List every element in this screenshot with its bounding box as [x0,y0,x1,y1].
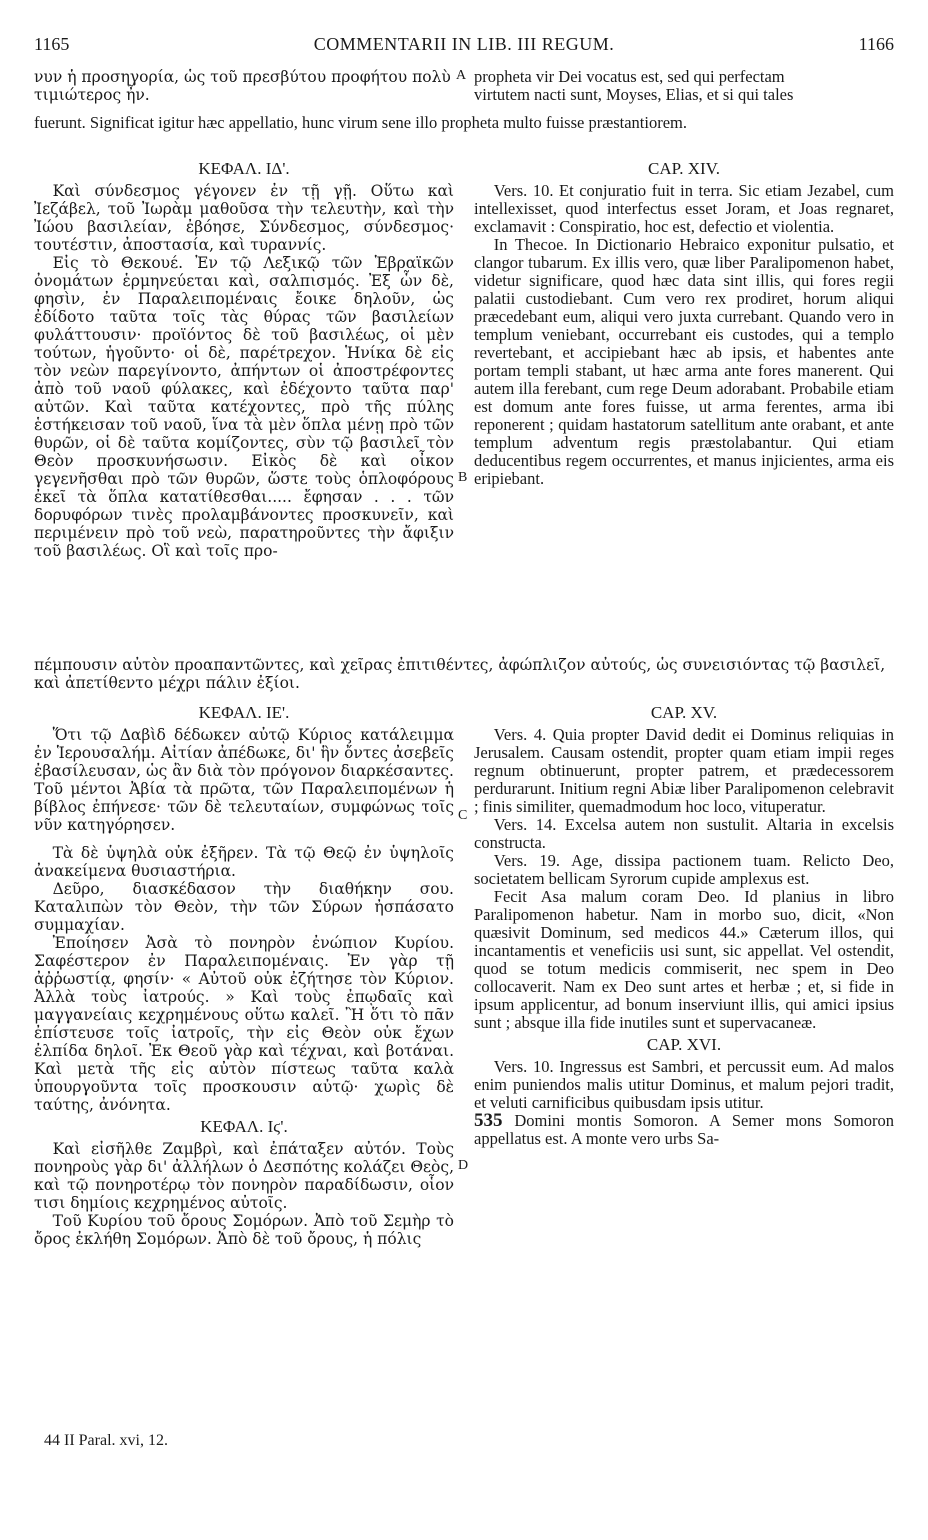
greek-paragraph-14a: Καὶ σύνδεσμος γέγονεν ἐν τῇ γῇ. Οὕτω καὶ Ἰεζάβελ, τοῦ Ἰωρὰμ μαθοῦσα τὴν τελευτὴν, καὶ τὴν Ἰώου βασιλείαν, ἐβόησε, Σύνδεσμος, σύνδεσμος· τουτέστιν, ἀποστασία, καὶ τυραννίς. [34,182,454,254]
latin-paragraph-14a: Vers. 10. Et conjuratio fuit in terra. Sic etiam Jezabel, cum intellexisset, quod interfectus esset Joram, et Joas regnaret, exclamavit : Conspiratio, hoc est, defectio et violentia. [474,181,894,236]
latin-paragraph-16b-text: Domini montis Somoron. A Semer mons Somoron appellatus est. A monte vero urbs Sa- [474,1111,894,1148]
latin-paragraph-15d: Fecit Asa malum coram Deo. Id planius in libro Paralipomenon habetur. Nam in morbo suo, dicit, «Non quæsivit Dominum, sed medicos 44.» Cæterum illos, qui incantamentis et veneficiis usi sunt, sic appellat. Vel ostendit, quod se totum medicis commiserit, nec spem in Deo collocaverit. Nam ex Deo sunt artes et herbæ ; et, si fide in ipsum applicentur, ad bonum inserviunt illis, qui amici ipsius sunt ; absque illa fide inutiles sunt et supervacaneæ. [474,887,894,1032]
latin-top [474,68,894,104]
latin-heading-14: CAP. XIV. [648,159,720,178]
margin-marker-b: B [458,470,468,485]
page-number-left: 1165 [34,34,70,54]
latin-column-lower [474,700,894,1148]
greek-heading-16: ΚΕΦΑΛ. Ιϛ'. [200,1117,288,1136]
running-header [34,34,894,60]
margin-marker-d: D [458,1158,469,1173]
running-title: COMMENTARII IN LIB. III REGUM. [313,34,615,54]
column-number: 535 [474,1110,503,1131]
greek-paragraph-15b: Τὰ δὲ ὑψηλὰ οὐκ ἐξῆρεν. Τὰ τῷ Θεῷ ἐν ὑψηλοῖς ἀνακείμενα θυσιαστήρια. [34,844,454,880]
latin-top-line1: propheta vir Dei vocatus est, sed qui perfectam [474,67,785,86]
latin-paragraph-16b [474,1112,894,1148]
greek-heading-14: ΚΕΦΑΛ. ΙΔ'. [198,159,290,178]
greek-top [34,68,454,104]
greek-paragraph-15a: Ὅτι τῷ Δαβὶδ δέδωκεν αὐτῷ Κύριος κατάλειμμα ἐν Ἱερουσαλήμ. Αἰτίαν ἀπέδωκε, δι' ἣν ὄντες ἀσεβεῖς ἐβασίλευσαν, ὡς ἂν διὰ τὸν πρόγονον διαρκέσαντες. Τοῦ μέντοι Ἀβία τὰ πρῶτα, τῶν Παραλειπομένων ἡ βίβλος ἐπήνεσε· τῶν δὲ τελευταίων, συμφώνως τοῖς νῦν κατηγόρησεν. [34,726,454,834]
full-width-span: πέμπουσιν αὐτὸν προαπαντῶντες, καὶ χεῖρας ἐπιτιθέντες, ἀφώπλιζον αὐτούς, ὡς συνεισιόντας τῷ βασιλεῖ, καὶ ἀπετίθεντο μέχρι πάλιν ἐξίοι. [34,656,886,692]
latin-top-line2: virtutem nacti sunt, Moyses, Elias, et si qui tales [474,85,794,104]
latin-paragraph-15c: Vers. 19. Age, dissipa pactionem tuam. Relicto Deo, societatem bellicam Syrorum cupide amplexus est. [474,851,894,888]
greek-column-upper [34,156,454,560]
greek-paragraph-15d: Ἐποίησεν Ἀσὰ τὸ πονηρὸν ἐνώπιον Κυρίου. Σαφέστερον ἐν Παραλειπομέναις. Ἐν γὰρ τῇ ἀῤῥωστίᾳ, φησίν· « Αὐτοῦ οὐκ ἐζήτησε τὸν Κύριον. Ἀλλὰ τοὺς ἰατρούς. » Καὶ τοὺς ἐπῳδαῖς καὶ μαγγανείαις κεχρημένους οὕτω καλεῖ. Ἢ ὅτι τὸ πᾶν ἐπίστευσε τοῖς ἰατροῖς, τὴν εἰς Θεὸν οὐκ ἔχων ἐλπίδα δηλοῖ. Ἐκ Θεοῦ γὰρ καὶ τέχναι, καὶ βοτάναι. Καὶ μετὰ τῆς εἰς αὐτὸν πίστεως ταῦτα καλὰ ὑπουργοῦντα τοῖς προσκουσιν αὐτῷ· χωρὶς δὲ ταύτης, ἀνόνητα. [34,934,454,1114]
page-number-right: 1166 [858,34,894,54]
margin-marker-a: A [456,68,467,83]
latin-paragraph-14b: In Thecoe. In Dictionario Hebraico exponitur pulsatio, et clangor tubarum. Ex illis vero, quæ liber Paralipomenon habet, videtur significare, quod hæc data sint illis, qui fores regii palatii custodiebant. Cum vero rex prodiret, horum aliqui præcedebant eum, aliqui vero juxta currebant. Quando vero in templum veniebant, occurrebant eis custodes, qui a templo revertebant, et accipiebant hæc ab ipsis, et habentes ante portam templi stabant, ut hæc arma ante fores manerent. Qui autem illa ferebant, cum rege Deum adorabant. Probabile etiam est domum ante fores fuisse, ut arma ferentes, arma ibi reponerent ; quidam hastatorum satellitum ante orabant, et ante templum adventum regis præstolabantur. Qui etiam deducentibus regem occurrentes, et manus injicientes, arma eis eripiebant. [474,235,894,488]
latin-column-upper [474,156,894,488]
margin-marker-c: C [458,808,468,823]
greek-top-line2: τιμιώτερος ἦν. [34,86,150,104]
latin-heading-16: CAP. XVI. [646,1035,722,1054]
greek-heading-15: ΚΕΦΑΛ. ΙΕ'. [198,703,290,722]
latin-paragraph-15b: Vers. 14. Excelsa autem non sustulit. Altaria in excelsis constructa. [474,815,894,852]
latin-paragraph-16a: Vers. 10. Ingressus est Sambri, et percussit eum. Ad malos enim puniendos malis utitur Dominus, et malum pejori tradit, et veluti carnificibus quibusdam ipsis utitur. [474,1057,894,1112]
greek-top-line1: νυν ἡ προσηγορία, ὡς τοῦ πρεσβύτου προφήτου πολὺ [34,68,451,86]
greek-paragraph-14b: Εἰς τὸ Θεκουέ. Ἐν τῷ Λεξικῷ τῶν Ἑβραϊκῶν ὀνομάτων ἑρμηνεύεται καὶ, σαλπισμός. Ἐξ ὧν δὲ, φησὶν, ἐν Παραλειπομέναις ἔοικε δηλοῦν, ὡς ἐδίδοτο ταῦτα τοῖς τὰς θύρας τῶν βασιλείων φυλάττουσιν· προϊόντος δὲ τοῦ βασιλέως, οἱ μὲν τούτων, ἡγοῦντο· οἱ δὲ, παρέτρεχον. Ἡνίκα δὲ εἰς τὸν νεὼν παρεγίνοντο, ἀπήντων οἱ ἀποστρέφοντες ἀπὸ τοῦ ναοῦ φύλακες, καὶ ἐδέχοντο ταῦτα παρ' αὐτῶν. Καὶ ταῦτα κατέχοντες, πρὸ τῆς πύλης ἑστήκεισαν τοῦ ναοῦ, ἵνα τὰ μὲν ὅπλα μένῃ πρὸ τῶν θυρῶν, οἱ δὲ ταῦτα κομίζοντες, σὺν τῷ βασιλεῖ τὸν Θεὸν προσκυνήσωσιν. Εἰκὸς δὲ καὶ οἶκον γεγενῆσθαι πρὸ τῶν θυρῶν, ὥστε τοὺς ὁπλοφόρους ἐκεῖ τὰ ὅπλα κατατίθεσθαι..... ἔφησαν . . . τῶν δορυφόρων τινὲς προλαμβάνοντες προσκυνεῖν, καὶ περιμένειν πρὸ τοῦ νεὼ, παρατηροῦντες τὴν ἄφιξιν τοῦ βασιλέως. Οἳ καὶ τοῖς προ- [34,254,454,560]
greek-column-lower [34,700,454,1248]
latin-paragraph-15a: Vers. 4. Quia propter David dedit ei Dominus reliquias in Jerusalem. Causam ostendit, propter quam etiam impii reges regnum obtinuerunt, propter patrem, et prædecessorem perdurarunt. Initium regni Abiæ liber Paralipomenon celebravit ; finis similiter, quemadmodum hoc loco, vituperatur. [474,725,894,816]
greek-paragraph-16a: Καὶ εἰσῆλθε Ζαμβρὶ, καὶ ἐπάταξεν αὐτόν. Τοὺς πονηροὺς γὰρ δι' ἀλλήλων ὁ Δεσπότης κολάζει Θεὸς, καὶ τῷ πονηροτέρῳ τὸν πονηρὸν παραδίδωσιν, οἷον τισι δημίοις κεχρημένος αὐτοῖς. [34,1140,454,1212]
greek-paragraph-15c: Δεῦρο, διασκέδασον τὴν διαθήκην σου. Καταλιπὼν τὸν Θεὸν, τὴν τῶν Σύρων ἠσπάσατο συμμαχίαν. [34,880,454,934]
footnote: 44 II Paral. xvi, 12. [44,1432,168,1449]
greek-paragraph-16b: Τοῦ Κυρίου τοῦ ὄρους Σομόρων. Ἀπὸ τοῦ Σεμὴρ τὸ ὄρος ἐκλήθη Σομόρων. Ἀπὸ δὲ τοῦ ὄρους, ἡ πόλις [34,1212,454,1248]
latin-heading-15: CAP. XV. [650,703,718,722]
full-width-top: fuerunt. Significat igitur hæc appellatio, hunc virum sene illo propheta multo fuisse præstantiorem. [34,113,687,132]
